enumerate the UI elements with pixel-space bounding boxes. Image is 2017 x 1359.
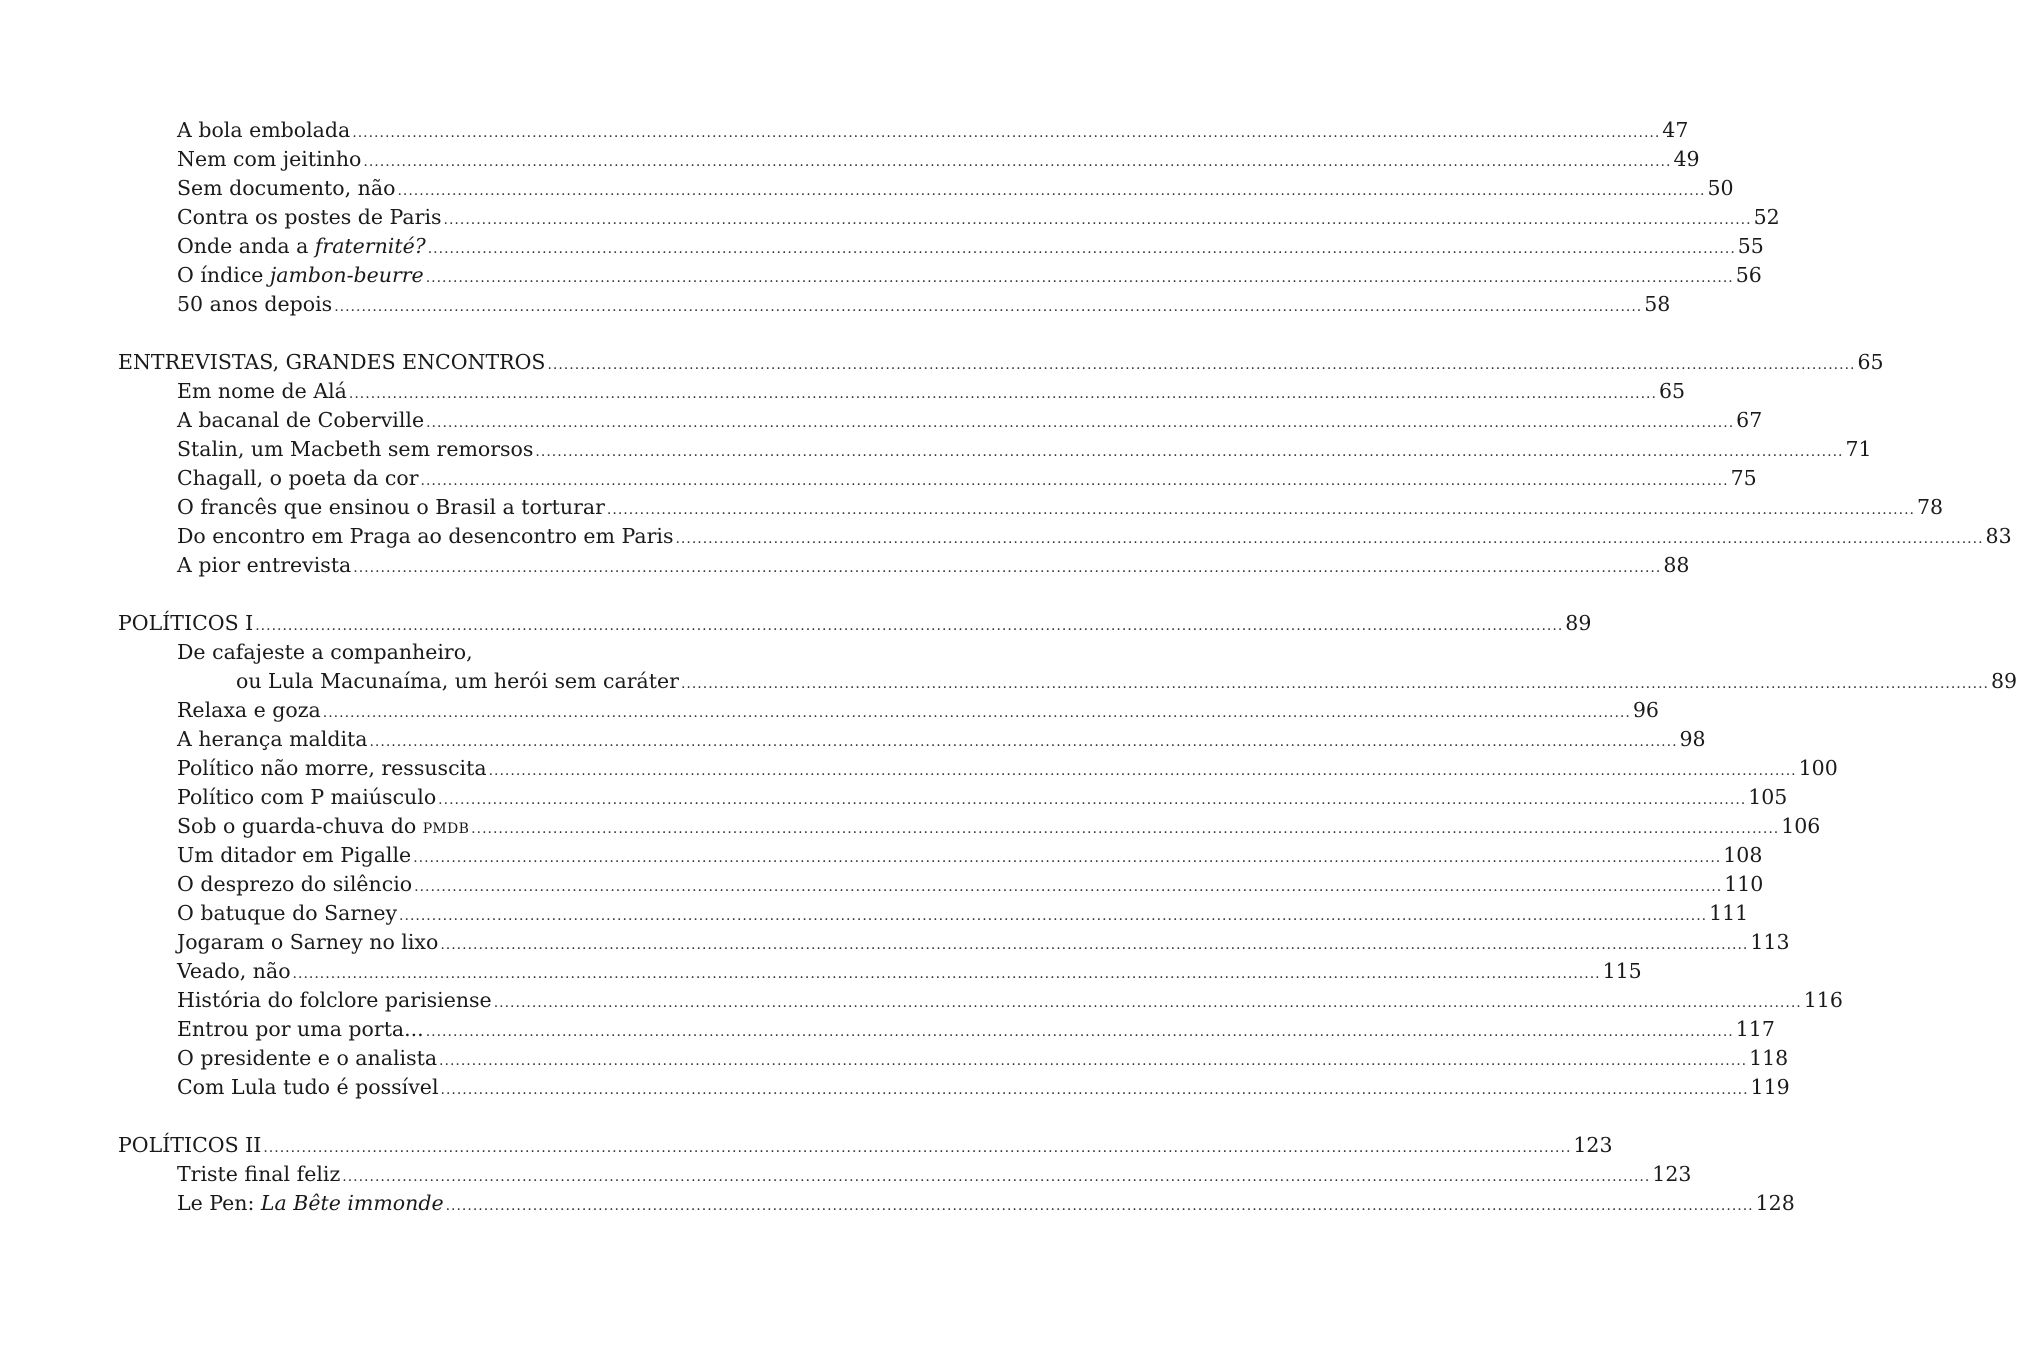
- entry-title: Político com P maiúsculo: [177, 785, 437, 809]
- toc-section-heading: [118, 1131, 1613, 1160]
- entry-title: Sem documento, não: [177, 176, 396, 200]
- entry-title: História do folclore parisiense: [177, 988, 492, 1012]
- dot-leader: [441, 1076, 1749, 1105]
- entry-title: Relaxa e goza: [177, 698, 321, 722]
- toc-entry: [118, 899, 1749, 928]
- section-title: ENTREVISTAS, GRANDES ENCONTROS: [118, 350, 546, 374]
- dot-leader: [426, 1018, 1734, 1047]
- toc-entry: [118, 1189, 1795, 1218]
- page-number: 111: [1709, 901, 1749, 925]
- toc-entry-continuation: [118, 667, 2017, 696]
- entry-title: Stalin, um Macbeth sem remorsos: [177, 437, 534, 461]
- entry-title-italic: jambon-beurre: [269, 263, 424, 287]
- entry-title: [177, 232, 426, 261]
- toc-entry: [118, 551, 1690, 580]
- entry-title-text: Le Pen:: [177, 1191, 261, 1215]
- page-number: 55: [1737, 234, 1764, 258]
- toc-entry: [118, 696, 1659, 725]
- entry-title: Veado, não: [177, 959, 291, 983]
- toc-entry: [118, 145, 1700, 174]
- dot-leader: [439, 1047, 1747, 1076]
- entry-title: Político não morre, ressuscita: [177, 756, 487, 780]
- page-number: 119: [1750, 1075, 1790, 1099]
- dot-leader: [413, 844, 1721, 873]
- dot-leader: [342, 1163, 1650, 1192]
- entry-title: Com Lula tudo é possível: [177, 1075, 439, 1099]
- toc-entry: [118, 203, 1780, 232]
- page-number: 116: [1803, 988, 1843, 1012]
- dot-leader: [293, 960, 1601, 989]
- page-number: 67: [1736, 408, 1763, 432]
- entry-title: 50 anos depois: [177, 292, 333, 316]
- entry-title: Contra os postes de Paris: [177, 205, 442, 229]
- page-number: 106: [1781, 814, 1821, 838]
- entry-title: O presidente e o analista: [177, 1046, 438, 1070]
- section-gap: [118, 1102, 798, 1131]
- page-number: 98: [1679, 727, 1706, 751]
- dot-leader: [352, 119, 1660, 148]
- dot-leader: [440, 931, 1748, 960]
- page-number: 78: [1916, 495, 1944, 519]
- page-number: 105: [1748, 785, 1788, 809]
- entry-title: Jogaram o Sarney no lixo: [177, 930, 439, 954]
- dot-leader: [426, 264, 1734, 293]
- page-number: 65: [1658, 379, 1686, 403]
- dot-leader: [675, 525, 1983, 554]
- page-number: 110: [1724, 872, 1764, 896]
- page-number: 115: [1602, 959, 1642, 983]
- toc-entry: [118, 522, 2012, 551]
- toc-entry: [118, 1015, 1775, 1044]
- entry-title: A herança maldita: [177, 727, 368, 751]
- dot-leader: [369, 728, 1677, 757]
- entry-title-smallcaps: PMDB: [422, 821, 470, 837]
- section-title: POLÍTICOS I: [118, 611, 254, 635]
- entry-title: Nem com jeitinho: [177, 147, 362, 171]
- toc-entry: [118, 986, 1843, 1015]
- dot-leader: [397, 177, 1705, 206]
- toc-entry: [118, 116, 1689, 145]
- page-number: 47: [1662, 118, 1689, 142]
- page-number: 117: [1735, 1017, 1775, 1041]
- dot-leader: [438, 786, 1746, 815]
- toc-entry: [118, 261, 1762, 290]
- entry-title: [177, 1189, 444, 1218]
- toc-entry: [118, 174, 1734, 203]
- entry-title: Chagall, o poeta da cor: [177, 466, 419, 490]
- section-title: POLÍTICOS II: [118, 1133, 262, 1157]
- toc-entry: [118, 435, 1872, 464]
- section-gap: [118, 580, 798, 609]
- page-number: 123: [1573, 1133, 1613, 1157]
- dot-leader: [446, 1192, 1754, 1221]
- entry-title: Triste final feliz: [177, 1162, 341, 1186]
- entry-title: Entrou por uma porta...: [177, 1017, 424, 1041]
- dot-leader: [255, 612, 1563, 641]
- toc-entry: [118, 783, 1788, 812]
- dot-leader: [399, 902, 1707, 931]
- page-number: 52: [1753, 205, 1780, 229]
- entry-title-text: Sob o guarda-chuva do: [177, 814, 423, 838]
- entry-title: O francês que ensinou o Brasil a torturar: [177, 495, 605, 519]
- page-number: 89: [1991, 669, 2017, 693]
- entry-title: A bacanal de Coberville: [177, 408, 425, 432]
- entry-title: De cafajeste a companheiro,: [177, 640, 473, 664]
- entry-title: A bola embolada: [177, 118, 351, 142]
- toc-entry: [118, 812, 1821, 841]
- page-number: 108: [1723, 843, 1763, 867]
- dot-leader: [263, 1134, 1571, 1163]
- dot-leader: [535, 438, 1843, 467]
- dot-leader: [547, 351, 1855, 380]
- dot-leader: [444, 206, 1752, 235]
- toc-entry: [118, 725, 1706, 754]
- toc-entry: [118, 1044, 1789, 1073]
- dot-leader: [681, 670, 1989, 699]
- page-number: 49: [1673, 147, 1700, 171]
- dot-leader: [471, 815, 1779, 844]
- entry-title: O batuque do Sarney: [177, 901, 398, 925]
- toc-section-heading: [118, 609, 1592, 638]
- toc-section-heading: [118, 348, 1884, 377]
- dot-leader: [421, 467, 1729, 496]
- dot-leader: [323, 699, 1631, 728]
- entry-title-text: O índice: [177, 263, 270, 287]
- toc-entry: [118, 377, 1686, 406]
- entry-title-text: Onde anda a: [177, 234, 315, 258]
- entry-title: Um ditador em Pigalle: [177, 843, 412, 867]
- toc-entry: [118, 754, 1838, 783]
- toc-entry-first-line: [118, 638, 798, 667]
- entry-title: [177, 812, 469, 844]
- page-number: 50: [1707, 176, 1734, 200]
- dot-leader: [414, 873, 1722, 902]
- page-number: 100: [1798, 756, 1838, 780]
- dot-leader: [428, 235, 1736, 264]
- toc-entry: [118, 290, 1671, 319]
- dot-leader: [334, 293, 1642, 322]
- dot-leader: [363, 148, 1671, 177]
- page-number: 71: [1845, 437, 1872, 461]
- page-number: 88: [1663, 553, 1690, 577]
- page-number: 96: [1632, 698, 1659, 722]
- page-number: 128: [1755, 1191, 1795, 1215]
- toc-entry: [118, 406, 1763, 435]
- entry-title: [177, 261, 424, 290]
- dot-leader: [607, 496, 1915, 525]
- entry-title: ou Lula Macunaíma, um herói sem caráter: [236, 669, 679, 693]
- toc-entry: [118, 464, 1757, 493]
- dot-leader: [353, 554, 1661, 583]
- dot-leader: [494, 989, 1802, 1018]
- entry-title: O desprezo do silêncio: [177, 872, 413, 896]
- page-number: 118: [1749, 1046, 1789, 1070]
- toc-entry: [118, 232, 1764, 261]
- entry-title: Do encontro em Praga ao desencontro em Paris: [177, 524, 674, 548]
- entry-title: A pior entrevista: [177, 553, 352, 577]
- page-number: 75: [1730, 466, 1757, 490]
- toc-entry: [118, 957, 1642, 986]
- entry-title: Em nome de Alá: [177, 379, 347, 403]
- toc-entry: [118, 841, 1763, 870]
- table-of-contents: [118, 116, 2017, 1218]
- dot-leader: [489, 757, 1797, 786]
- page-number: 89: [1565, 611, 1592, 635]
- page-number: 83: [1985, 524, 2012, 548]
- toc-entry: [118, 1160, 1692, 1189]
- page-number: 65: [1857, 350, 1884, 374]
- toc-entry: [118, 928, 1790, 957]
- dot-leader: [426, 409, 1734, 438]
- toc-entry: [118, 870, 1764, 899]
- page-number: 123: [1652, 1162, 1692, 1186]
- toc-entry: [118, 493, 1944, 522]
- entry-title-italic: fraternité?: [314, 234, 426, 258]
- page-number: 113: [1750, 930, 1790, 954]
- entry-title-italic: La Bête immonde: [260, 1191, 444, 1215]
- section-gap: [118, 319, 798, 348]
- page-number: 58: [1644, 292, 1671, 316]
- dot-leader: [349, 380, 1657, 409]
- page-number: 56: [1735, 263, 1762, 287]
- toc-entry: [118, 1073, 1790, 1102]
